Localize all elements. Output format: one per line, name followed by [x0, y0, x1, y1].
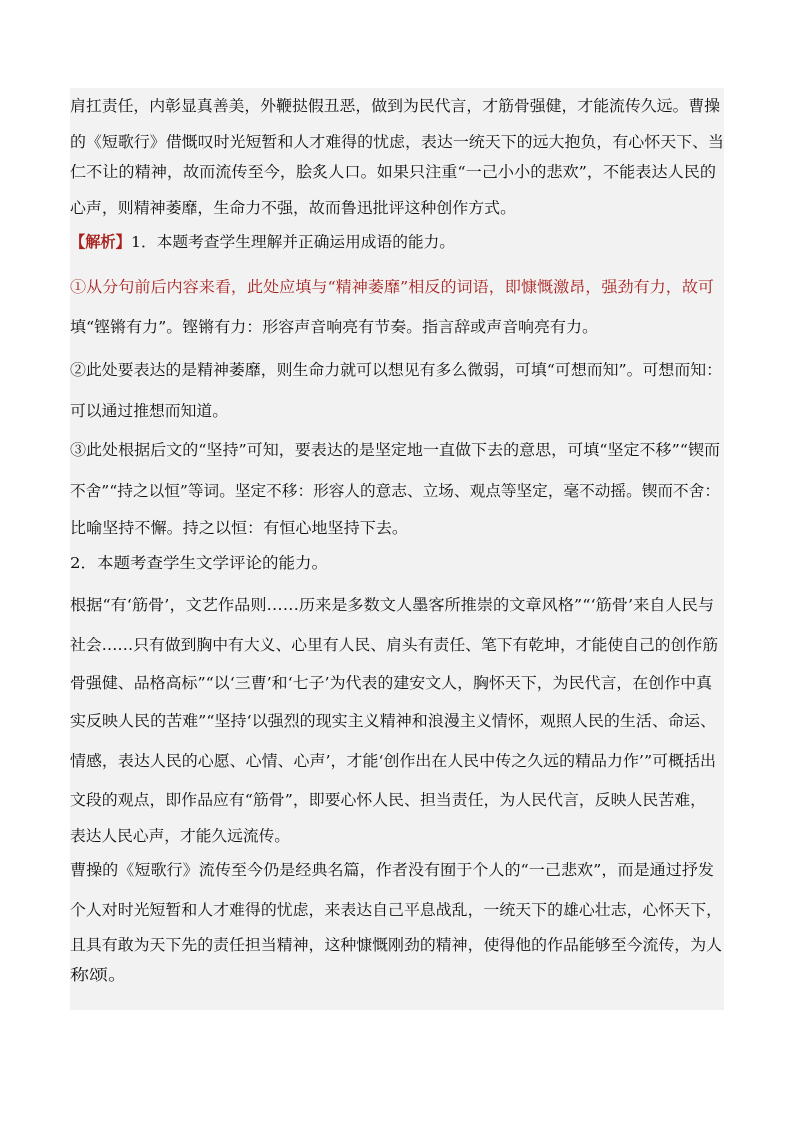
- paragraph-line: 情感，表达人民的心愿、心情、心声’，才能‘创作出在人民中传之久远的精品力作’”可概括出: [70, 752, 717, 770]
- paragraph-line: 且具有敢为天下先的责任担当精神，这种慷慨刚劲的精神，使得他的作品能够至今流传，为人: [70, 936, 723, 954]
- analysis-item-line: ②此处要表达的是精神萎靡，则生命力就可以想见有多么微弱，可填“可想而知”。可想而知：: [70, 361, 723, 379]
- analysis-heading: 【解析】: [70, 233, 131, 251]
- analysis-q2-line: 2．本题考查学生文学评论的能力。: [70, 554, 329, 572]
- paragraph-line: 个人对时光短暂和人才难得的忧虑，来表达自己平息战乱，一统天下的雄心壮志，心怀天下，: [70, 901, 723, 919]
- paragraph-line: 骨强健、品格高标”“以‘三曹’和‘七子’为代表的建安文人，胸怀天下，为民代言，在创作中真: [70, 674, 713, 692]
- analysis-item-line: ①从分句前后内容来看，此处应填与“精神萎靡”相反的词语，即慷慨激昂，强劲有力，故可: [70, 278, 715, 296]
- paragraph-line: 肩扛责任，内彰显真善美，外鞭挞假丑恶，做到为民代言，才筋骨强健，才能流传久远。曹操: [70, 97, 721, 115]
- paragraph-line: 称颂。: [70, 966, 127, 984]
- analysis-intro: 1．本题考查学生理解并正确运用成语的能力。: [130, 233, 455, 251]
- paragraph-line: 心声，则精神萎靡，生命力不强，故而鲁迅批评这种创作方式。: [70, 199, 517, 217]
- analysis-item-line: ③此处根据后文的“坚持”可知，要表达的是坚定地一直做下去的意思，可填“坚定不移”“锲而: [70, 441, 721, 459]
- analysis-item-line: 填“铿锵有力”。铿锵有力：形容声音响亮有节奏。指言辞或声音响亮有力。: [70, 318, 599, 336]
- paragraph-line: 的《短歌行》借慨叹时光短暂和人才难得的忧虑，表达一统天下的远大抱负，有心怀天下、当: [70, 133, 725, 151]
- paragraph-line: 根据“有‘筋骨’，文艺作品则……历来是多数文人墨客所推崇的文章风格”“‘筋骨’来自人民与: [70, 596, 715, 614]
- paragraph-line: 实反映人民的苦难”“坚持‘以强烈的现实主义精神和浪漫主义情怀，观照人民的生活、命运、: [70, 712, 717, 730]
- analysis-item-line: 不舍”“持之以恒”等词。坚定不移：形容人的意志、立场、观点等坚定，毫不动摇。锲而不舍：: [70, 482, 720, 500]
- paragraph-line: 表达人民心声，才能久远流传。: [70, 827, 291, 845]
- paragraph-line: 曹操的《短歌行》流传至今仍是经典名篇，作者没有囿于个人的“一己悲欢”，而是通过抒发: [70, 861, 715, 879]
- analysis-heading-line: [70, 230, 455, 254]
- paragraph-line: 文段的观点，即作品应有“筋骨”，即要心怀人民、担当责任，为人民代言，反映人民苦难，: [70, 791, 706, 809]
- paragraph-line: 仁不让的精神，故而流传至今，脍炙人口。如果只注重“一己小小的悲欢”，不能表达人民的: [70, 163, 717, 181]
- answer-block: [70, 88, 724, 1010]
- paragraph-line: 社会……只有做到胸中有大义、心里有人民、肩头有责任、笔下有乾坤，才能使自己的创作筋: [70, 636, 719, 654]
- analysis-item-line: 比喻坚持不懈。持之以恒：有恒心地坚持下去。: [70, 519, 409, 537]
- analysis-item-line: 可以通过推想而知道。: [70, 402, 228, 420]
